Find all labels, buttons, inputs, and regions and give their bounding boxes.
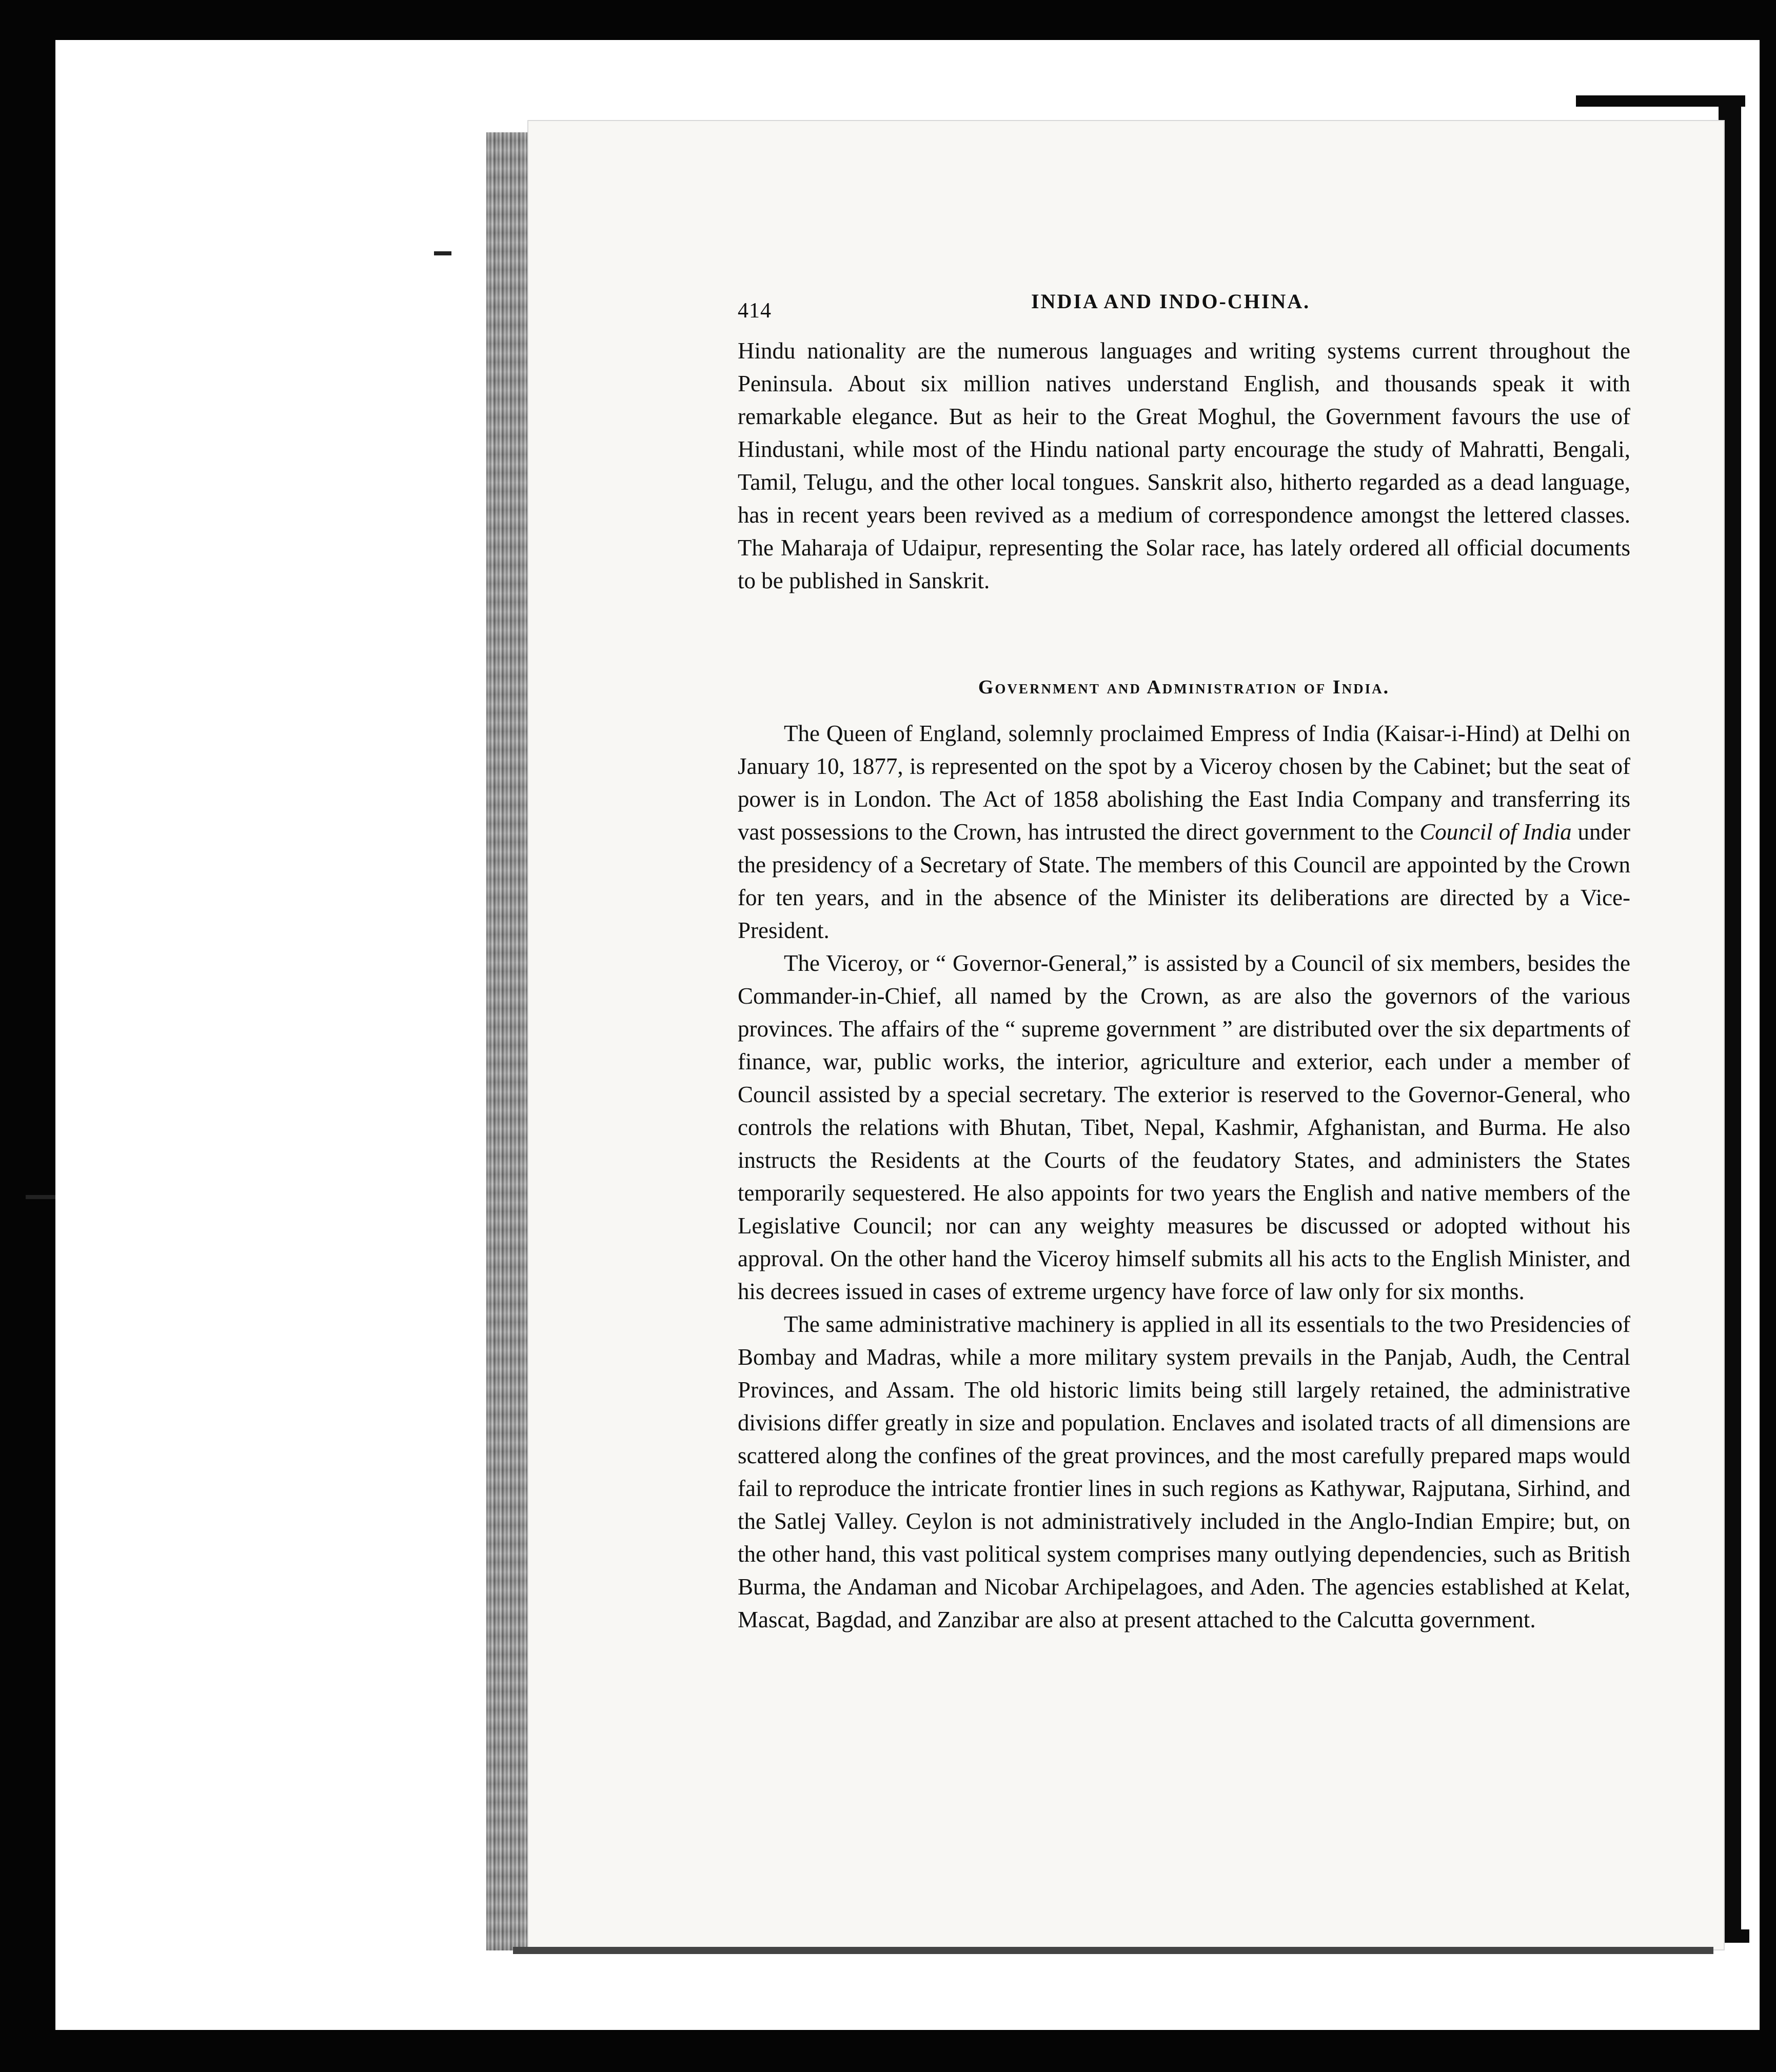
scan-border-bottom (0, 2030, 1776, 2072)
section-heading: Government and Administration of India. (978, 676, 1390, 698)
paragraph-2: The Viceroy, or “ Governor-General,” is assisted by a Council of six members, besides the Commander-in-Chief, all named by the Crown, as are also the governors of the various provinces. The affairs of the “ supreme government ” are distributed over the six departments of finance, war, public works, the interior, agriculture and exterior, each under a member of Council assisted by a special secretary. The exterior is reserved to the Governor-General, who controls the relations with Bhutan, Tibet, Nepal, Kashmir, Afghanistan, and Burma. He also instructs the Residents at the Courts of the feudatory States, and administers the States temporarily sequestered. He also appoints for two years the English and native members of the Legislative Council; nor can any weighty measures be discussed or adopted without his approval. On the other hand the Viceroy himself submits all his acts to the English Minister, and his decrees issued in cases of extreme urgency have force of law only for six months. (738, 950, 1630, 1304)
scan-border-left (0, 0, 55, 2072)
paragraph-1-start: The Queen of England, solemnly proclaimed Empress of India (Kaisar-i-Hind) at Delhi on January 10, 1877, is represented on the spot by a Viceroy chosen by the Cabinet; but the seat of power is in London. The Act of 1858 abolishing the East India Company and transferring its vast possessions to the Crown, has intrusted the direct government to the (738, 721, 1630, 845)
paragraph-3: The same administrative machinery is applied in all its essentials to the two Presidencies of Bombay and Madras, while a more military system prevails in the Panjab, Audh, the Central Provinces, and Assam. The old historic limits being still largely retained, the administrative divisions differ greatly in size and population. Enclaves and isolated tracts of all dimensions are scattered along the confines of the great provinces, and the most carefully prepared maps would fail to reproduce the intricate frontier lines in such regions as Kathywar, Rajputana, Sirhind, and the Satlej Valley. Ceylon is not administratively included in the Anglo-Indian Empire; but, on the other hand, this vast political system comprises many outlying dependencies, such as British Burma, the Andaman and Nicobar Archipelagoes, and Aden. The agencies established at Kelat, Mascat, Bagdad, and Zanzibar are also at present attached to the Calcutta government. (738, 1311, 1630, 1632)
running-head: INDIA AND INDO-CHINA. (1031, 290, 1311, 313)
paragraph-1 (738, 717, 1630, 947)
book-fore-edge-grain (486, 132, 528, 1950)
page-number: 414 (738, 299, 772, 323)
margin-mark-lower (26, 1195, 55, 1199)
page-bottom-edge (513, 1947, 1713, 1954)
scan-border-top (0, 0, 1776, 40)
opening-paragraph: Hindu nationality are the numerous languages and writing systems current throughout the Peninsula. About six million natives understand English, and thousands speak it with remarkable elegance. But as heir to the Great Moghul, the Government favours the use of Hindustani, while most of the Hindu national party encourage the study of Mahratti, Bengali, Tamil, Telugu, and the other local tongues. Sanskrit also, hitherto regarded as a dead language, has in recent years been revived as a medium of correspondence amongst the lettered classes. The Maharaja of Udaipur, representing the Solar race, has lately ordered all official documents to be published in Sanskrit. (738, 338, 1630, 593)
paragraph-1-end: under the presidency of a Secretary of State. The members of this Council are appointed by the Crown for ten years, and in the absence of the Minister its deliberations are directed by a Vice-President. (738, 819, 1631, 943)
scan-border-right (1760, 0, 1776, 2072)
section-body (738, 717, 1630, 1636)
opening-paragraph-block (738, 334, 1630, 597)
paragraph-1-italic-term: Council of India (1419, 819, 1572, 845)
margin-mark-upper (434, 251, 451, 255)
